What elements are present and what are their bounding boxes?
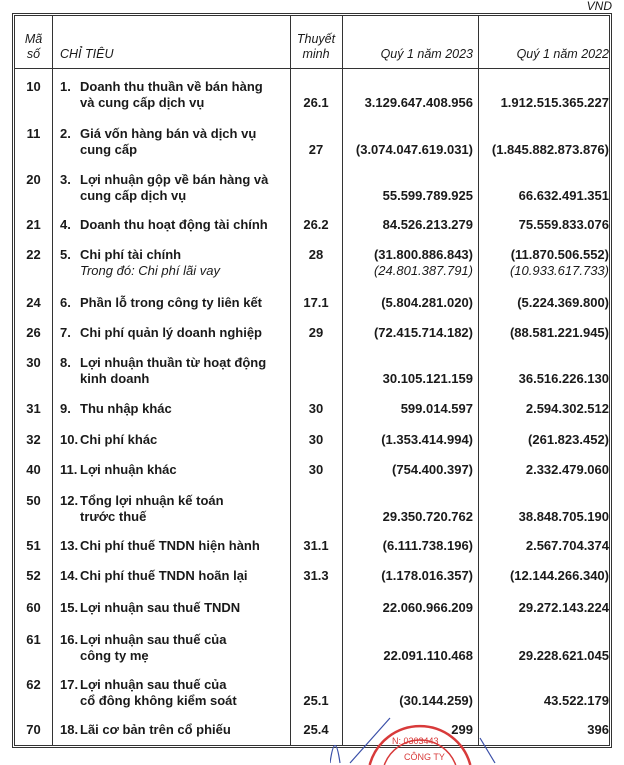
row-code: 51 [26,538,41,553]
row-label [60,295,290,311]
row-value-2022: 36.516.226.130 [518,371,609,386]
row-number: 16. [60,632,79,647]
row-value-2022: 2.594.302.512 [525,401,609,416]
row-label [60,355,290,387]
row-code: 24 [26,295,41,310]
row-code: 61 [26,632,41,647]
row-label-line2: và cung cấp dịch vụ [80,95,205,110]
row-label-line1: Lợi nhuận thuần từ hoạt động [80,355,267,370]
row-value-2023: (754.400.397) [392,462,473,477]
row-value-2023: 55.599.789.925 [382,188,473,203]
row-label-line1: Lợi nhuận gộp về bán hàng và [80,172,269,187]
row-code: 32 [26,432,41,447]
row-label-line2: cung cấp dịch vụ [80,188,187,203]
row-value-2023: 22.060.966.209 [382,600,473,615]
row-label-line1: Lợi nhuận sau thuế của [80,632,227,647]
row-value-2023: 84.526.213.279 [382,217,473,232]
row-label-line1: Lãi cơ bản trên cổ phiếu [80,722,231,737]
header-q1-2022: Quý 1 năm 2022 [516,47,609,61]
row-number: 11. [60,462,78,477]
row-value-2022: (5.224.369.800) [517,295,609,310]
row-number: 5. [60,247,71,262]
header-note-l2: minh [302,47,330,61]
row-label [60,247,290,279]
row-label [60,538,290,554]
row-number: 1. [60,79,71,94]
row-note: 30 [308,401,324,416]
row-note: 28 [308,247,324,262]
row-code: 50 [26,493,41,508]
row-value-2023: (31.800.886.843) [373,247,473,262]
row-value-2022: (261.823.452) [528,432,609,447]
row-label-line1: Chi phí thuế TNDN hiện hành [80,538,260,553]
row-note: 30 [308,432,324,447]
row-value-2023: 22.091.110.468 [383,648,473,663]
row-number: 8. [60,355,71,370]
row-number: 10. [60,432,79,447]
row-label-line1: Chi phí thuế TNDN hoãn lại [80,568,248,583]
row-note: 29 [308,325,324,340]
row-number: 6. [60,295,71,310]
stamp-company: CÔNG TY [404,752,445,762]
row-code: 62 [26,677,41,692]
row-code: 10 [26,79,41,94]
row-code: 21 [26,217,41,232]
row-label-line1: Doanh thu thuần về bán hàng [80,79,263,94]
row-note: 27 [308,142,324,157]
row-value-2022: 43.522.179 [543,693,609,708]
header-divider [15,68,609,69]
row-label-line1: Chi phí khác [80,432,158,447]
row-note: 26.2 [303,217,329,232]
row-label-line2: trước thuế [80,509,147,524]
row-code: 60 [26,600,41,615]
row-label [60,79,290,111]
row-value-2022: 2.567.704.374 [525,538,609,553]
row-label-line1: Lợi nhuận khác [80,462,177,477]
row-value-2022: 2.332.479.060 [525,462,609,477]
row-label [60,462,290,478]
row-number: 3. [60,172,71,187]
row-number: 4. [60,217,71,232]
row-label-line2: kinh doanh [80,371,150,386]
row-label [60,722,290,738]
row-value-2023: 299 [451,722,473,737]
row-label-line1: Giá vốn hàng bán và dịch vụ [80,126,257,141]
row-value-2023: (1.178.016.357) [381,568,473,583]
row-value-2022: 66.632.491.351 [518,188,609,203]
row-number: 14. [60,568,79,583]
row-number: 7. [60,325,71,340]
row-value-2022: (12.144.266.340) [509,568,609,583]
row-value-2023: 3.129.647.408.956 [364,95,473,110]
row-label-line1: Thu nhập khác [80,401,172,416]
row-number: 12. [60,493,79,508]
row-value-2023: (30.144.259) [399,693,473,708]
row-value-2022: (88.581.221.945) [509,325,609,340]
header-note [290,16,342,68]
row-label-line1: Chi phí quản lý doanh nghiệp [80,325,262,340]
row-code: 26 [26,325,41,340]
row-value-2023: (1.353.414.994) [381,432,473,447]
row-code: 40 [26,462,41,477]
currency-unit: VND [586,0,612,13]
row-code: 11 [26,126,41,141]
row-value-2022: (11.870.506.552) [510,247,609,262]
row-label-line2: cổ đông không kiểm soát [80,693,237,708]
row-value-2022: 396 [587,722,609,737]
row-note: 25.4 [303,722,329,737]
row-value-2022: 75.559.833.076 [518,217,609,232]
row-value-2023: 30.105.121.159 [382,371,473,386]
row-label [60,172,290,204]
header-item: CHỈ TIÊU [60,47,114,61]
row-number: 13. [60,538,79,553]
header-note-l1: Thuyết [296,32,336,46]
row-number: 17. [60,677,79,692]
row-label [60,568,290,584]
row-note: 26.1 [303,95,329,110]
row-code: 70 [26,722,41,737]
row-value-2022: 38.848.705.190 [518,509,609,524]
row-number: 15. [60,600,79,615]
row-value-2022: 29.272.143.224 [518,600,609,615]
company-stamp [330,708,530,765]
income-statement-table [12,13,612,748]
row-label [60,325,290,341]
row-value-2023: (5.804.281.020) [381,295,473,310]
row-label-line1: Chi phí tài chính [80,247,182,262]
row-number: 2. [60,126,71,141]
row-label-line1: Phần lỗ trong công ty liên kết [80,295,263,310]
row-sub-value-2022: (10.933.617.733) [509,263,609,278]
row-label [60,600,290,616]
row-value-2022: 29.228.621.045 [518,648,609,663]
row-sub-label: Trong đó: Chi phí lãi vay [80,263,220,278]
row-code: 31 [26,401,41,416]
row-note: 31.3 [303,568,329,583]
row-label [60,632,290,664]
header-code [15,16,52,68]
row-label-line1: Lợi nhuận sau thuế của [80,677,227,692]
row-value-2023: (72.415.714.182) [373,325,473,340]
row-value-2023: (3.074.047.619.031) [355,142,473,157]
row-sub-value-2023: (24.801.387.791) [373,263,473,278]
header-q1-2023: Quý 1 năm 2023 [380,47,473,61]
row-note: 17.1 [303,295,329,310]
row-label-line1: Lợi nhuận sau thuế TNDN [80,600,241,615]
header-code-l1: Mã [24,32,43,46]
row-code: 22 [26,247,41,262]
row-label [60,432,290,448]
stamp-number: N: 0303443 [392,736,439,746]
header-code-l2: số [26,47,41,61]
column-divider [290,16,291,745]
column-divider [52,16,53,745]
row-value-2023: (6.111.738.196) [382,538,473,553]
row-label-line1: Doanh thu hoạt động tài chính [80,217,268,232]
row-label-line1: Tổng lợi nhuận kế toán [80,493,224,508]
row-code: 52 [26,568,41,583]
row-value-2022: (1.845.882.873.876) [491,142,609,157]
row-value-2023: 29.350.720.762 [382,509,473,524]
row-label [60,126,290,158]
row-label [60,493,290,525]
row-note: 31.1 [303,538,329,553]
row-label [60,401,290,417]
row-number: 9. [60,401,71,416]
row-value-2023: 599.014.597 [400,401,473,416]
row-code: 20 [26,172,41,187]
row-label [60,217,290,233]
row-note: 30 [308,462,324,477]
row-number: 18. [60,722,79,737]
row-note: 25.1 [303,693,329,708]
row-label-line2: công ty mẹ [80,648,149,663]
row-label-line2: cung cấp [80,142,138,157]
row-label [60,677,290,709]
row-value-2022: 1.912.515.365.227 [500,95,609,110]
row-code: 30 [26,355,41,370]
